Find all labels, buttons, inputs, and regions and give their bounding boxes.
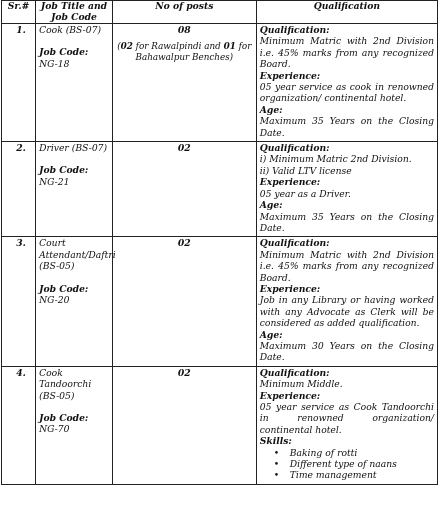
row-number: 1. — [2, 24, 36, 142]
posts-count: 02 — [177, 238, 191, 250]
age-text: Maximum 30 Years on the Closing Date. — [259, 340, 434, 364]
qualification-cell — [256, 237, 437, 366]
age-text: Maximum 35 Years on the Closing Date. — [259, 116, 434, 139]
job-code-label: Job Code: — [39, 165, 89, 177]
experience-text: Job in any Library or having worked with any Advocate as Clerk will be considered as added qualification. — [259, 295, 434, 330]
experience-text: 05 year as a Driver. — [259, 188, 351, 200]
header-row — [2, 1, 438, 24]
row-number: 2. — [2, 142, 36, 237]
job-title: Cook (BS-07) — [39, 25, 102, 36]
jobs-table — [1, 0, 438, 485]
skill-item: • Time management — [290, 470, 434, 481]
age-heading: Age: — [259, 329, 283, 341]
job-code: NG-20 — [39, 294, 70, 306]
qualification-text: Minimum Matric with 2nd Division i.e. 45% marks from any recognized Board. — [259, 249, 434, 284]
skills-heading: Skills: — [259, 436, 292, 448]
job-code-label: Job Code: — [39, 47, 89, 59]
job-title: Driver (BS-07) — [39, 143, 108, 155]
qualification-cell — [256, 142, 437, 237]
posts-cell — [112, 237, 256, 366]
header-qualification: Qualification — [256, 1, 437, 24]
experience-heading: Experience: — [259, 283, 321, 295]
posts-count: 08 — [177, 25, 191, 36]
posts-count: 02 — [177, 143, 191, 155]
job-cell — [36, 237, 116, 366]
job-code: NG-70 — [39, 424, 70, 436]
age-heading: Age: — [259, 200, 283, 212]
experience-text: 05 year service as Cook Tandoorchi in renowned organization/ continental hotel. — [259, 402, 434, 436]
posts-count: 02 — [177, 367, 191, 379]
job-code: NG-21 — [39, 176, 70, 188]
experience-heading: Experience: — [259, 390, 321, 402]
table-row — [2, 142, 438, 237]
qualification-item: i) Minimum Matric 2nd Division. — [259, 154, 412, 166]
qualification-item: ii) Valid LTV license — [259, 165, 352, 177]
header-posts: No of posts — [112, 1, 256, 24]
job-title: Cook Tandoorchi (BS-05) — [39, 367, 92, 402]
qualification-heading: Qualification: — [259, 143, 330, 155]
posts-note: (02 for Rawalpindi and 01 for Bahawalpur Benches) — [117, 42, 252, 63]
skill-item: • Baking of rotti — [290, 448, 434, 459]
job-code: NG-18 — [39, 58, 70, 70]
age-text: Maximum 35 Years on the Closing Date. — [259, 211, 434, 234]
job-title: Court Attendant/Daftri (BS-05) — [39, 238, 116, 273]
qualification-heading: Qualification: — [259, 25, 330, 36]
row-number: 3. — [2, 237, 36, 366]
header-job: Job Title and Job Code — [36, 1, 113, 24]
posts-cell — [112, 366, 256, 484]
row-number: 4. — [2, 366, 36, 484]
table-row — [2, 366, 438, 484]
qualification-heading: Qualification: — [259, 238, 330, 250]
job-cell — [36, 142, 113, 237]
header-sr: Sr.# — [2, 1, 36, 24]
qualification-text: Minimum Matric with 2nd Division i.e. 45% marks from any recognized Board. — [259, 36, 434, 71]
job-cell — [36, 24, 113, 142]
skill-item: • Different type of naans — [290, 459, 434, 470]
posts-cell — [112, 142, 256, 237]
skills-list — [260, 448, 434, 482]
qualification-text: Minimum Middle. — [259, 379, 343, 391]
table-row — [2, 24, 438, 142]
age-heading: Age: — [259, 104, 283, 116]
job-cell — [36, 366, 113, 484]
table-row — [2, 237, 438, 366]
qualification-heading: Qualification: — [259, 367, 330, 379]
qualification-cell — [256, 366, 437, 484]
experience-heading: Experience: — [259, 177, 321, 189]
qualification-cell — [256, 24, 437, 142]
job-code-label: Job Code: — [39, 413, 89, 424]
job-code-label: Job Code: — [39, 283, 89, 295]
experience-heading: Experience: — [259, 70, 321, 82]
experience-text: 05 year service as cook in renowned organization/ continental hotel. — [259, 82, 434, 105]
posts-cell — [112, 24, 256, 142]
